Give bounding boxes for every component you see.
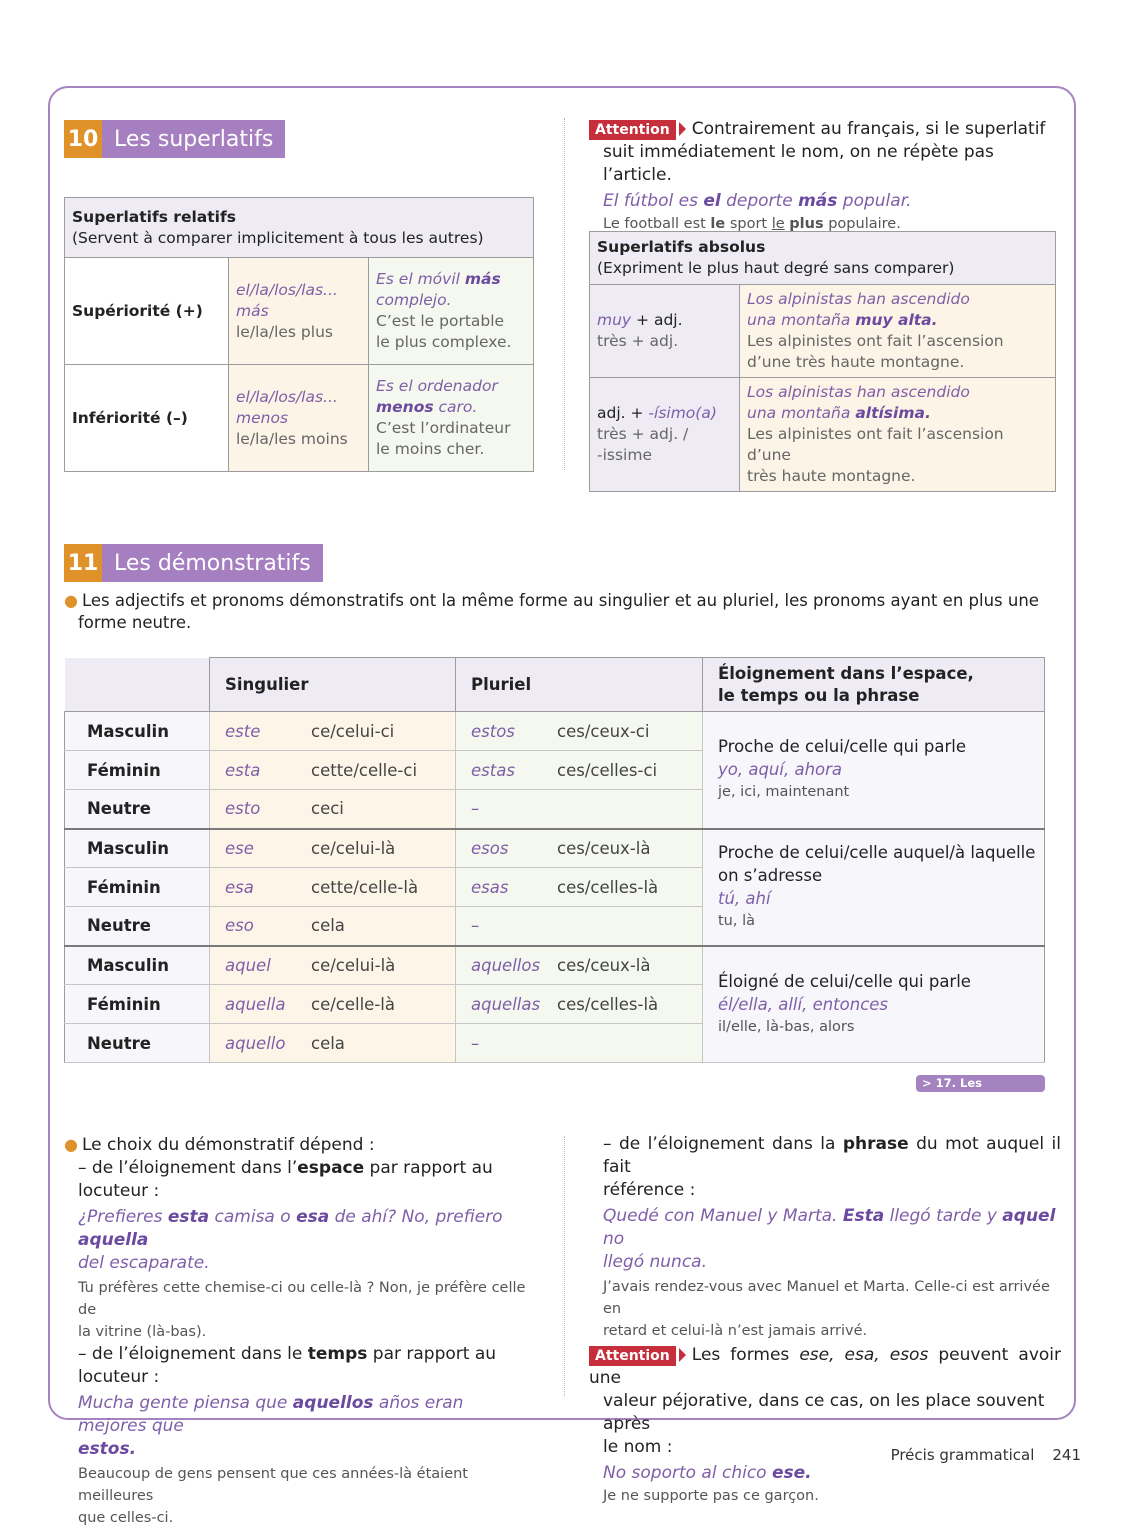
attention-text: Contrairement au français, si le superlatif bbox=[691, 119, 1046, 139]
attention-example-es: El fútbol es el deporte más popular. bbox=[603, 191, 912, 211]
temps-rule: – de l’éloignement dans le temps par rapport au locuteur : bbox=[78, 1344, 497, 1387]
espace-example-es: ¿Prefieres esta camisa o esa de ahí? No, prefiero aquella bbox=[78, 1207, 503, 1250]
form-es-key: menos bbox=[236, 408, 289, 427]
table-header bbox=[65, 198, 534, 258]
section-title: Les démonstratifs bbox=[102, 544, 323, 582]
example-es: una montaña bbox=[747, 311, 856, 329]
form-pre: adj. + bbox=[597, 404, 649, 422]
gender-label: Masculin bbox=[65, 829, 210, 868]
superlatifs-relatifs-table bbox=[64, 197, 534, 472]
phrase-example-es: llegó nunca. bbox=[603, 1252, 707, 1272]
singular-cell bbox=[210, 1024, 456, 1063]
plural-cell bbox=[456, 790, 703, 829]
singular-es: aquel bbox=[225, 955, 271, 975]
singular-fr: ce/celui-là bbox=[311, 838, 396, 858]
plural-cell bbox=[456, 868, 703, 907]
phrase-rule: – de l’éloignement dans la phrase du mot auquel il fait bbox=[603, 1134, 1061, 1177]
gender-label: Féminin bbox=[65, 751, 210, 790]
attention-badge: Attention bbox=[589, 120, 676, 140]
header-singular: Singulier bbox=[210, 658, 456, 712]
section-10-header bbox=[64, 120, 285, 158]
choice-lead: Le choix du démonstratif dépend : bbox=[81, 1135, 375, 1155]
singular-fr: ce/celui-là bbox=[311, 955, 396, 975]
gender-label: Féminin bbox=[65, 868, 210, 907]
table-row bbox=[65, 712, 1045, 751]
example-es-key: menos bbox=[376, 398, 434, 416]
attention-badge: Attention bbox=[589, 1346, 676, 1366]
header-subtitle: (Expriment le plus haut degré sans comparer) bbox=[597, 259, 955, 277]
table-row bbox=[65, 829, 1045, 868]
plural-cell bbox=[456, 946, 703, 985]
form-rest: + adj. bbox=[631, 311, 683, 329]
section-11-header bbox=[64, 544, 323, 582]
example-cell bbox=[740, 285, 1056, 378]
example-fr: le moins cher. bbox=[376, 440, 485, 458]
singular-fr: cette/celle-là bbox=[311, 877, 419, 897]
header-title: Superlatifs absolus bbox=[597, 238, 766, 256]
gender-label: Neutre bbox=[65, 1024, 210, 1063]
example-cell bbox=[369, 258, 534, 365]
form-es-key: más bbox=[236, 301, 269, 320]
gender-label: Féminin bbox=[65, 985, 210, 1024]
singular-cell bbox=[210, 907, 456, 946]
plural-cell bbox=[456, 829, 703, 868]
distance-cell bbox=[703, 712, 1045, 829]
example-es: Los alpinistas han ascendido bbox=[747, 383, 970, 401]
example-fr: Les alpinistes ont fait l’ascension bbox=[747, 332, 1004, 350]
distance-cell bbox=[703, 946, 1045, 1063]
form-cell bbox=[229, 258, 369, 365]
espace-example-es: del escaparate. bbox=[78, 1253, 210, 1273]
form-es: -ísimo(a) bbox=[648, 404, 717, 422]
singular-es: eso bbox=[225, 916, 254, 936]
plural-fr: ces/ceux-là bbox=[557, 838, 651, 858]
plural-fr: ces/celles-ci bbox=[557, 760, 658, 780]
example-cell bbox=[369, 365, 534, 472]
espace-example-fr: Tu préfères cette chemise-ci ou celle-là ? Non, je préfère celle de la vitrine (là-bas). bbox=[78, 1280, 526, 1340]
temps-example-fr: Beaucoup de gens pensent que ces années-là étaient meilleures que celles-ci. bbox=[78, 1466, 468, 1526]
singular-es: aquella bbox=[225, 994, 286, 1014]
plural-cell bbox=[456, 751, 703, 790]
distance-fr: il/elle, là-bas, alors bbox=[718, 1018, 855, 1035]
section-title: Les superlatifs bbox=[102, 120, 285, 158]
header-subtitle: (Servent à comparer implicitement à tous les autres) bbox=[72, 228, 484, 247]
plural-es: – bbox=[471, 799, 480, 819]
attention-example-es: No soporto al chico ese. bbox=[603, 1463, 812, 1483]
example-es-key: muy alta. bbox=[855, 311, 938, 329]
gender-label: Neutre bbox=[65, 790, 210, 829]
singular-es: aquello bbox=[225, 1033, 286, 1053]
singular-es: esa bbox=[225, 877, 254, 897]
example-fr: très haute montagne. bbox=[747, 467, 916, 485]
demonstratifs-table bbox=[64, 657, 1045, 1063]
intro-text: Les adjectifs et pronoms démonstratifs ont la même forme au singulier et au pluriel, les pronoms ayant en plus une bbox=[81, 591, 1039, 610]
form-fr: très + adj. bbox=[597, 332, 679, 350]
distance-es: él/ella, allí, entonces bbox=[718, 994, 889, 1014]
example-fr: C’est l’ordinateur bbox=[376, 419, 511, 437]
example-fr: Les alpinistes ont fait l’ascension d’une bbox=[747, 425, 1004, 464]
espace-rule: – de l’éloignement dans l’espace par rapport au locuteur : bbox=[78, 1158, 493, 1201]
form-fr: -issime bbox=[597, 446, 652, 464]
gender-label: Masculin bbox=[65, 946, 210, 985]
example-es: Los alpinistas han ascendido bbox=[747, 290, 970, 308]
form-cell bbox=[229, 365, 369, 472]
singular-es: ese bbox=[225, 838, 254, 858]
form-fr: très + adj. / bbox=[597, 425, 689, 443]
form-cell bbox=[590, 378, 740, 492]
plural-fr: ces/celles-là bbox=[557, 994, 659, 1014]
row-label: Infériorité (–) bbox=[65, 365, 229, 472]
row-label: Supériorité (+) bbox=[65, 258, 229, 365]
singular-cell bbox=[210, 868, 456, 907]
attention-text: le nom : bbox=[603, 1437, 673, 1457]
bullet-icon: ● bbox=[64, 591, 78, 610]
singular-cell bbox=[210, 751, 456, 790]
distance-fr: tu, là bbox=[718, 913, 756, 929]
distance-text: Proche de celui/celle qui parle bbox=[718, 737, 967, 757]
gender-label: Neutre bbox=[65, 907, 210, 946]
attention-superlatif bbox=[589, 118, 1061, 236]
plural-cell bbox=[456, 712, 703, 751]
form-fr: le/la/les plus bbox=[236, 322, 333, 341]
plural-cell bbox=[456, 1024, 703, 1063]
example-fr: d’une très haute montagne. bbox=[747, 353, 965, 371]
distance-fr: je, ici, maintenant bbox=[718, 784, 850, 801]
corner-cell bbox=[65, 658, 210, 712]
form-es: el/la/los/las... bbox=[236, 280, 338, 299]
attention-text: valeur péjorative, dans ce cas, on les place souvent après bbox=[603, 1391, 1045, 1434]
example-cell bbox=[740, 378, 1056, 492]
example-es-end: complejo. bbox=[376, 291, 452, 309]
plural-es: esos bbox=[471, 838, 509, 858]
form-cell bbox=[590, 285, 740, 378]
cross-reference-badge[interactable]: > 17. Les adverbes bbox=[916, 1075, 1045, 1092]
plural-es: aquellas bbox=[471, 994, 541, 1014]
attention-example-fr: Le football est le sport le plus populaire. bbox=[603, 216, 901, 232]
footer-label: Précis grammatical bbox=[890, 1446, 1035, 1464]
singular-es: esta bbox=[225, 760, 261, 780]
table-header bbox=[590, 232, 1056, 285]
column-divider-top bbox=[564, 118, 565, 470]
column-divider-bottom bbox=[564, 1136, 565, 1396]
attention-text: suit immédiatement le nom, on ne répète pas l’article. bbox=[603, 142, 994, 185]
superlatifs-absolus-table bbox=[589, 231, 1056, 492]
example-fr: C’est le portable bbox=[376, 312, 505, 330]
plural-cell bbox=[456, 907, 703, 946]
example-es-key: más bbox=[464, 270, 501, 288]
singular-fr: ce/celui-ci bbox=[311, 721, 395, 741]
example-es: una montaña bbox=[747, 404, 856, 422]
singular-es: este bbox=[225, 721, 261, 741]
plural-es: – bbox=[471, 1033, 480, 1053]
singular-cell bbox=[210, 829, 456, 868]
example-es: Es el ordenador bbox=[376, 377, 498, 395]
singular-cell bbox=[210, 985, 456, 1024]
plural-cell bbox=[456, 985, 703, 1024]
example-es-key: altísima. bbox=[855, 404, 931, 422]
singular-cell bbox=[210, 946, 456, 985]
header-plural: Pluriel bbox=[456, 658, 703, 712]
form-es: muy bbox=[597, 311, 632, 329]
header-distance: Éloignement dans l’espace, le temps ou la phrase bbox=[703, 658, 1045, 712]
distance-es: yo, aquí, ahora bbox=[718, 760, 843, 780]
plural-es: esas bbox=[471, 877, 509, 897]
header-title: Superlatifs relatifs bbox=[72, 207, 236, 226]
singular-fr: ceci bbox=[311, 799, 344, 819]
form-fr: le/la/les moins bbox=[236, 429, 348, 448]
plural-es: aquellos bbox=[471, 955, 541, 975]
intro-text: forme neutre. bbox=[78, 613, 192, 632]
plural-fr: ces/ceux-ci bbox=[557, 721, 650, 741]
phrase-rule: référence : bbox=[603, 1180, 696, 1200]
singular-cell bbox=[210, 712, 456, 751]
page-number: 241 bbox=[1052, 1446, 1081, 1464]
temps-example-es: estos. bbox=[78, 1439, 137, 1459]
distance-es: tú, ahí bbox=[718, 889, 771, 908]
plural-es: – bbox=[471, 916, 480, 936]
plural-fr: ces/celles-là bbox=[557, 877, 659, 897]
phrase-example-fr: J’avais rendez-vous avec Manuel et Marta. Celle-ci est arrivée en retard et celui-là n’est jamais arrivé. bbox=[603, 1279, 1050, 1339]
distance-text: on s’adresse bbox=[718, 866, 823, 885]
table-row bbox=[65, 946, 1045, 985]
section-number: 10 bbox=[64, 120, 102, 158]
choice-left-column bbox=[64, 1133, 534, 1529]
gender-label: Masculin bbox=[65, 712, 210, 751]
distance-text: Éloigné de celui/celle qui parle bbox=[718, 971, 971, 991]
form-es: el/la/los/las... bbox=[236, 387, 338, 406]
bullet-icon: ● bbox=[64, 1135, 78, 1154]
section-11-intro bbox=[64, 590, 1054, 634]
singular-cell bbox=[210, 790, 456, 829]
singular-fr: ce/celle-là bbox=[311, 994, 395, 1014]
singular-es: esto bbox=[225, 799, 261, 819]
plural-fr: ces/ceux-là bbox=[557, 955, 651, 975]
attention-pejorative: Attention Les formes ese, esa, esos peuvent avoir une bbox=[589, 1345, 1061, 1388]
phrase-example-es: Quedé con Manuel y Marta. Esta llegó tarde y aquel no bbox=[603, 1206, 1056, 1249]
distance-text: Proche de celui/celle auquel/à laquelle bbox=[718, 843, 1036, 862]
page-footer bbox=[891, 1446, 1081, 1464]
example-es: Es el móvil bbox=[376, 270, 465, 288]
plural-es: estos bbox=[471, 721, 515, 741]
example-fr: le plus complexe. bbox=[376, 333, 512, 351]
singular-fr: cela bbox=[311, 916, 345, 936]
singular-fr: cela bbox=[311, 1033, 345, 1053]
singular-fr: cette/celle-ci bbox=[311, 760, 418, 780]
attention-example-fr: Je ne supporte pas ce garçon. bbox=[603, 1488, 819, 1504]
distance-cell bbox=[703, 829, 1045, 946]
temps-example-es: Mucha gente piensa que aquellos años eran mejores que bbox=[78, 1393, 464, 1436]
section-number: 11 bbox=[64, 544, 102, 582]
plural-es: estas bbox=[471, 760, 515, 780]
example-es-end: caro. bbox=[433, 398, 478, 416]
